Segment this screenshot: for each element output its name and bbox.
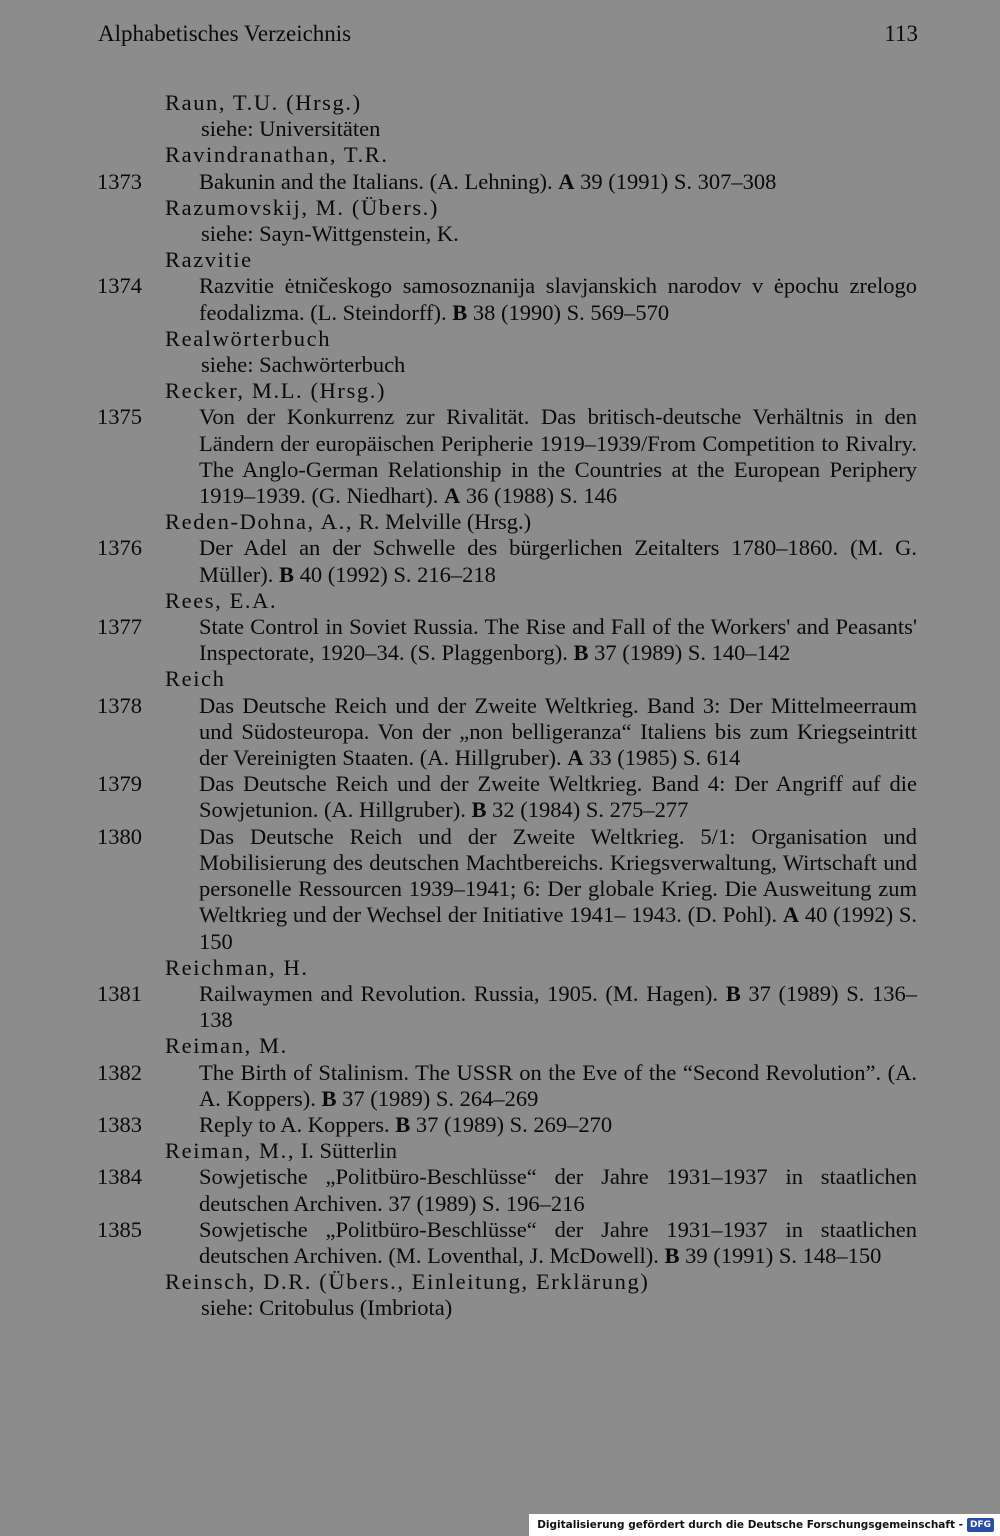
index-entry [0,404,1000,509]
index-entry [0,1060,1000,1112]
index-entries [0,90,1000,1322]
index-heading [0,247,1000,273]
entry-text: Das Deutsche Reich und der Zweite Weltkrieg. 5/1: Organisation und Mobilisierung des deutschen Machtbereichs. Kriegsverwaltung, Wirtschaft und personelle Ressourcen 1939–1941; 6: Der globale Krieg. Die Ausweitung zum Weltkrieg und der Wechsel der Initiative 1941– 1943. (D. Pohl). [199,823,917,928]
heading-name: Reinsch, D.R. (Übers., Einleitung, Erklärung) [165,1269,650,1295]
heading-name: Recker, M.L. (Hrsg.) [165,378,387,404]
heading-name: Reiman, M. [165,1033,288,1059]
footer-text: Digitalisierung gefördert durch die Deutsche Forschungsgemeinschaft - [537,1519,963,1531]
entry-citation: 36 (1988) S. 146 [460,483,618,509]
entry-volume-series: B [664,1242,680,1268]
entry-volume-series: B [278,561,294,587]
heading-coauthor: I. Sütterlin [295,1138,397,1164]
entry-text: Sowjetische „Politbüro-Beschlüsse“ der Jahre 1931–1937 in staatlichen deutschen Archiven. (M. Loventhal, J. McDowell). [199,1216,917,1268]
heading-name: Reich [165,666,226,692]
entry-text: The Birth of Stalinism. The USSR on the Eve of the “Second Revolution”. (A. A. Koppers). [199,1059,917,1111]
entry-text: Railwaymen and Revolution. Russia, 1905. (M. Hagen). [199,980,726,1006]
index-entry [0,981,1000,1033]
index-heading [0,1269,1000,1295]
entry-text: Von der Konkurrenz zur Rivalität. Das britisch-deutsche Verhältnis in den Ländern der europäischen Peripherie 1919–1939/From Competition to Rivalry. The Anglo-German Relationship in the Countries at the European Periphery 1919–1939. (G. Niedhart). [199,404,917,509]
index-entry [0,693,1000,772]
index-heading [0,90,1000,116]
digitization-footer [529,1514,1000,1536]
entry-citation: 37 (1989) S. 264–269 [336,1085,539,1111]
entry-citation: 38 (1990) S. 569–570 [467,299,670,325]
entry-citation: 33 (1985) S. 614 [583,745,741,771]
index-entry [0,1164,1000,1216]
heading-name: Reichman, H. [165,954,309,980]
heading-coauthor: R. Melville (Hrsg.) [353,509,532,535]
heading-name: Reden-Dohna, A., [165,509,354,535]
entry-volume-series: A [567,745,584,771]
index-entry [0,824,1000,955]
entry-number: 1374 [97,273,142,299]
entry-text: State Control in Soviet Russia. The Rise and Fall of the Workers' and Peasants' Inspectorate, 1920–34. (S. Plaggenborg). [199,614,917,666]
heading-name: Razumovskij, M. (Übers.) [165,194,439,220]
index-entry [0,1217,1000,1269]
entry-number: 1377 [97,614,142,640]
entry-number: 1382 [97,1059,142,1085]
entry-volume-series: A [443,483,461,509]
see-reference: siehe: Critobulus (Imbriota) [201,1295,453,1321]
running-head [98,18,918,50]
index-entry [0,1112,1000,1138]
index-heading [0,666,1000,692]
entry-number: 1380 [97,823,142,849]
heading-name: Raun, T.U. (Hrsg.) [165,90,362,115]
entry-volume-series: A [782,902,800,928]
index-heading [0,142,1000,168]
see-reference: siehe: Universitäten [201,116,381,142]
entry-volume-series: B [573,640,589,666]
entry-citation: 37 (1989) S. 140–142 [588,640,791,666]
index-entry [0,169,1000,195]
entry-number: 1375 [97,404,142,430]
index-heading [0,955,1000,981]
entry-volume-series: B [395,1111,411,1137]
entry-text: Razvitie ėtničeskogo samosoznanija slavjanskich narodov v ėpochu zrelogo feodalizma. (L. Steindorff). [199,273,917,325]
index-heading [0,1033,1000,1059]
entry-number: 1379 [97,771,142,797]
entry-number: 1385 [97,1216,142,1242]
index-entry [0,535,1000,587]
entry-text: Der Adel an der Schwelle des bürgerlichen Zeitalters 1780–1860. (M. G. Müller). [199,535,917,587]
running-head-title: Alphabetisches Verzeichnis [98,21,352,46]
entry-citation: 37 (1989) S. 136–138 [199,980,917,1033]
entry-volume-series: B [471,797,487,823]
entry-citation: 40 (1992) S. 150 [199,902,917,954]
index-heading [0,509,1000,535]
index-heading [0,588,1000,614]
entry-text: Das Deutsche Reich und der Zweite Weltkrieg. Band 4: Der Angriff auf die Sowjetunion. (A. Hillgruber). [199,771,917,823]
entry-text: Sowjetische „Politbüro-Beschlüsse“ der Jahre 1931–1937 in staatlichen deutschen Archiven. 37 (1989) S. 196–216 [199,1164,917,1216]
entry-citation: 40 (1992) S. 216–218 [294,561,496,587]
entry-citation: 37 (1989) S. 269–270 [410,1111,613,1137]
page-number: 113 [884,21,918,46]
heading-name: Rees, E.A. [165,587,278,613]
entry-text: Reply to A. Koppers. [199,1111,396,1137]
entry-volume-series: B [321,1085,337,1111]
index-heading [0,378,1000,404]
entry-number: 1378 [97,692,142,718]
see-reference: siehe: Sachwörterbuch [201,352,406,378]
entry-number: 1373 [97,168,142,194]
entry-number: 1376 [97,535,142,561]
index-entry [0,771,1000,823]
index-heading [0,326,1000,352]
heading-name: Realwörterbuch [165,325,332,351]
heading-name: Reiman, M., [165,1138,296,1164]
heading-name: Razvitie [165,247,253,273]
index-entry [0,273,1000,325]
index-entry [0,614,1000,666]
index-heading [0,195,1000,221]
entry-text: Bakunin and the Italians. (A. Lehning). [199,168,559,194]
entry-number: 1381 [97,980,142,1006]
entry-volume-series: A [558,168,575,194]
entry-volume-series: B [725,980,741,1006]
entry-number: 1383 [97,1111,142,1137]
entry-citation: 39 (1991) S. 148–150 [679,1242,882,1268]
see-reference: siehe: Sayn-Wittgenstein, K. [201,221,459,247]
entry-number: 1384 [97,1164,142,1190]
entry-text: Das Deutsche Reich und der Zweite Weltkrieg. Band 3: Der Mittelmeerraum und Südosteuropa. Von der „non belligeranza“ Italiens bis zum Kriegseintritt der Vereinigten Staaten. (A. Hillgruber). [199,692,917,771]
entry-volume-series: B [452,299,468,325]
heading-name: Ravindranathan, T.R. [165,142,389,168]
index-heading [0,1138,1000,1164]
entry-citation: 39 (1991) S. 307–308 [574,168,777,194]
dfg-logo: DFG [967,1518,994,1532]
entry-citation: 32 (1984) S. 275–277 [486,797,689,823]
